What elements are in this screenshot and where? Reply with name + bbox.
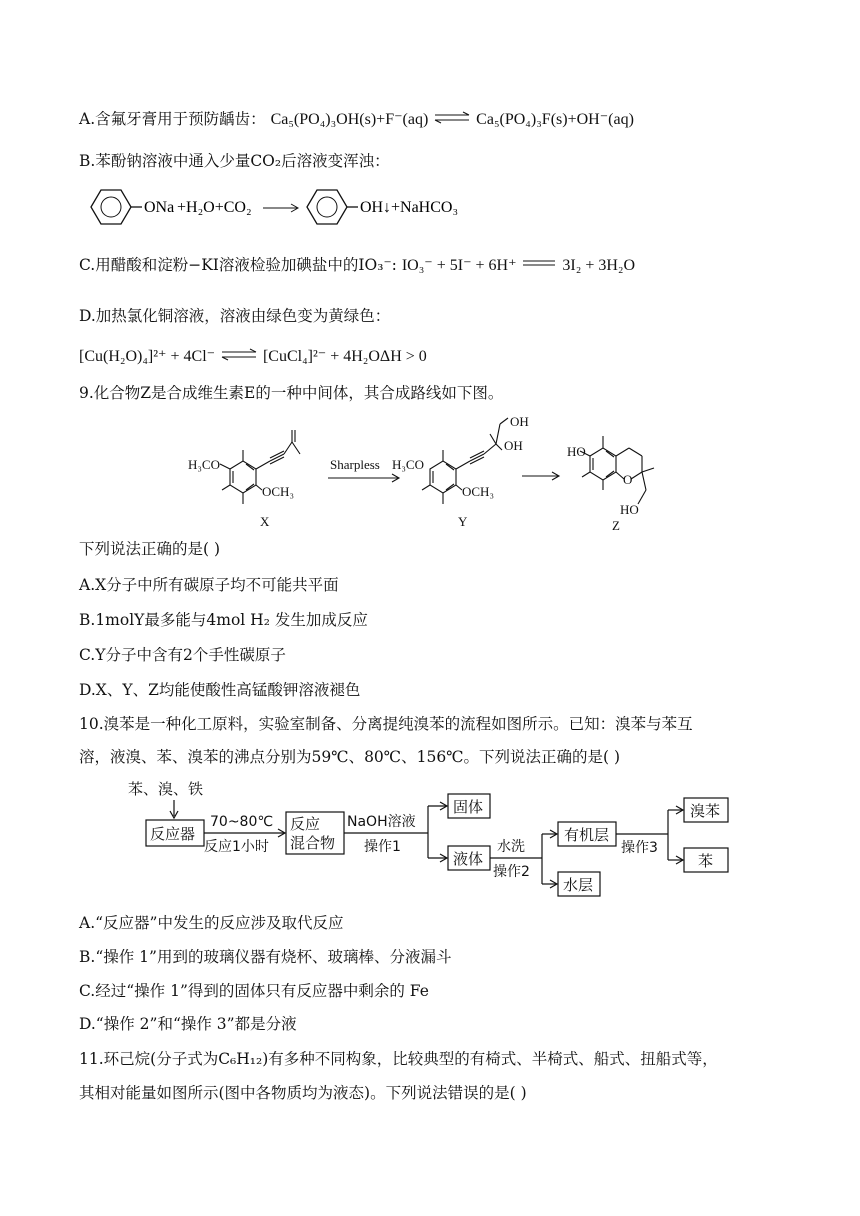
q8-option-a-eq-left: Ca₅(PO₄)₃OH(s)+F⁻(aq) [270,111,429,128]
y-group-och3: OCH₃ [462,484,494,499]
equals-arrow-icon [521,257,557,269]
flow-temp: 70~80℃ [210,814,274,830]
q8-option-c-text: C.用醋酸和淀粉−KI溶液检验加碘盐中的IO₃⁻: [79,256,397,274]
sharpless-label: Sharpless [330,457,380,472]
flow-op3: 操作3 [621,840,658,856]
q10-option-b: B.“操作 1”用到的玻璃仪器有烧杯、玻璃棒、分液漏斗 [79,948,452,966]
q8-option-c [79,254,635,277]
compound-y-label: Y [458,514,468,529]
q8-b-oh: OH [360,199,384,216]
flow-op1: 操作1 [364,839,401,855]
flow-aqueous: 水层 [563,876,594,894]
flow-mixture-line-1: 反应 [290,815,321,833]
q8-option-d-equation [79,345,427,368]
flow-time: 反应1小时 [204,839,269,855]
equilibrium-arrow-icon [433,111,471,125]
flow-mixture-line-2: 混合物 [290,834,336,852]
flow-benzene: 苯 [698,852,714,870]
q10-flowchart [128,778,738,904]
benzene-ring-icon [91,190,131,224]
flow-liquid: 液体 [453,850,484,868]
flow-wash: 水洗 [497,839,525,855]
q10-option-d: D.“操作 2”和“操作 3”都是分液 [79,1015,297,1033]
x-group-och3: OCH₃ [262,484,294,499]
q8-option-a-text: A.含氟牙膏用于预防龋齿： [79,110,266,128]
q8-option-c-eq-right: 3I₂ + 3H₂O [562,257,636,274]
z-group-hoch2: HO [620,502,639,517]
q10-option-a: A.“反应器”中发生的反应涉及取代反应 [79,914,344,932]
q8-option-d-eq-left: [Cu(H₂O)₄]²⁺ + 4Cl⁻ [79,348,216,365]
q8-option-d-eq-right: [CuCl₄]²⁻ + 4H₂OΔH > 0 [262,348,427,365]
q9-option-d: D.X、Y、Z均能使酸性高锰酸钾溶液褪色 [79,681,361,699]
flow-op2: 操作2 [493,864,530,880]
y-group-oh-1: OH [510,414,529,429]
z-ring-oxygen: O [623,472,633,487]
flow-bromobenzene: 溴苯 [690,802,721,820]
q9-synthesis-scheme [180,414,700,544]
q8-option-c-eq-left: IO₃⁻ + 5I⁻ + 6H⁺ [401,257,517,274]
benzene-ring-icon [307,190,347,224]
y-group-oh-2: OH [504,438,523,453]
q9-option-b: B.1molY最多能与4mol H₂ 发生加成反应 [79,611,368,629]
q8-b-products: ↓+NaHCO₃ [383,199,459,216]
flow-reactor: 反应器 [150,825,196,843]
q8-option-a [79,108,634,131]
reaction-arrow-icon [263,204,298,212]
equilibrium-arrow-icon [220,348,258,362]
compound-x-label: X [260,514,270,529]
y-group-h3co: H₃CO [392,457,424,472]
z-group-ho: HO [567,444,586,459]
q8-option-b-equation [79,184,499,234]
q10-stem-line-1: 10.溴苯是一种化工原料，实验室制备、分离提纯溴苯的流程如图所示。已知：溴苯与苯互 [79,715,693,733]
q8-option-d: D.加热氯化铜溶液，溶液由绿色变为黄绿色： [79,307,391,325]
q9-option-c: C.Y分子中含有2个手性碳原子 [79,646,286,664]
compound-z-label: Z [612,518,620,533]
flow-solid: 固体 [453,798,484,816]
x-group-h3co: H₃CO [188,457,220,472]
compound-z-structure [580,436,654,504]
q9-stem: 9.化合物Z是合成维生素E的一种中间体，其合成路线如下图。 [79,384,504,402]
q11-stem-line-1: 11.环己烷(分子式为C₆H₁₂)有多种不同构象，比较典型的有椅式、半椅式、船式、扭船式等， [79,1050,718,1068]
flow-reagents: 苯、溴、铁 [128,780,204,798]
q9-option-a: A.X分子中所有碳原子均不可能共平面 [79,576,339,594]
q8-b-reagents: +H₂O+CO₂ [177,199,252,216]
q11-stem-line-2: 其相对能量如图所示(图中各物质均为液态)。下列说法错误的是( ) [79,1084,527,1102]
q10-option-c: C.经过“操作 1”得到的固体只有反应器中剩余的 Fe [79,982,429,1000]
q8-option-b: B.苯酚钠溶液中通入少量CO₂后溶液变浑浊： [79,152,390,170]
reaction-arrow-icon [328,474,399,482]
q10-stem-line-2: 溶，液溴、苯、溴苯的沸点分别为59℃、80℃、156℃。下列说法正确的是( ) [79,748,621,766]
flow-naoh: NaOH溶液 [347,814,416,830]
q8-b-ona: ONa [144,199,175,216]
reaction-arrow-icon [522,472,559,480]
flow-organic: 有机层 [564,826,610,844]
q8-option-a-eq-right: Ca₅(PO₄)₃F(s)+OH⁻(aq) [476,111,634,128]
q9-question: 下列说法正确的是( ) [79,540,221,558]
